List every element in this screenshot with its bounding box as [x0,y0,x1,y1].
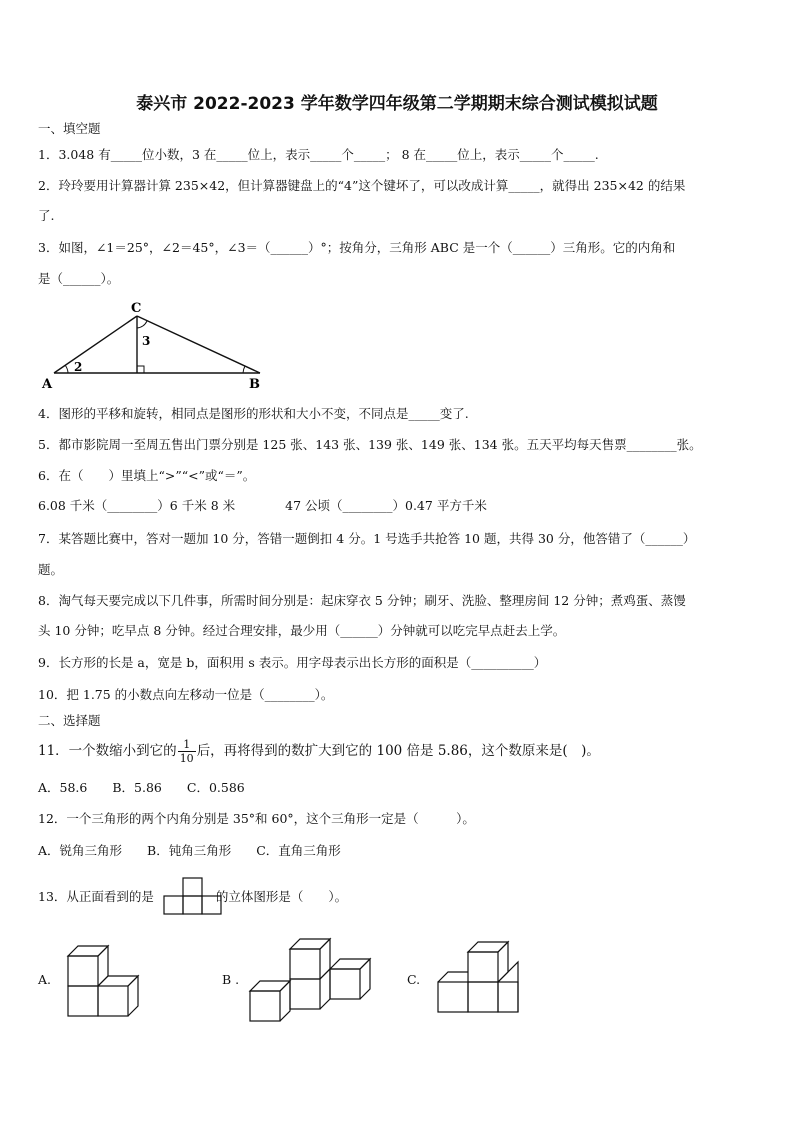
question-10: 10．把 1.75 的小数点向左移动一位是（________）。 [38,687,334,702]
option-a-cube-figure [66,942,156,1022]
page-title: 泰兴市 2022-2023 学年数学四年级第二学期期末综合测试模拟试题 [136,94,658,114]
vertex-c-label: C [131,301,142,316]
angle-3-label: 3 [142,334,151,348]
section-fill-in-blank: 一、填空题 [38,121,101,136]
fraction-one-tenth [178,738,196,765]
question-1: 1．3.048 有_____位小数，3 在_____位上，表示_____个_____； 8 在_____位上，表示_____个_____. [38,147,599,162]
angle-2-label: 2 [74,360,83,374]
question-12-options: A．锐角三角形 B．钝角三角形 C．直角三角形 [38,843,341,858]
question-13-prefix: 13．从正面看到的是 [38,889,154,904]
question-11-suffix: 后，再将得到的数扩大到它的 100 倍是 5.86，这个数原来是( )。 [196,743,600,759]
question-4: 4．图形的平移和旋转，相同点是图形的形状和大小不变，不同点是_____变了. [38,406,469,421]
question-9: 9．长方形的长是 a，宽是 b，面积用 s 表示。用字母表示出长方形的面积是（__________） [38,655,547,670]
question-11-options: A．58.6 B．5.86 C．0.586 [38,780,245,795]
question-8-line-2: 头 10 分钟；吃早点 8 分钟。经过合理安排，最少用（______）分钟就可以吃完早点赶去上学。 [38,623,566,638]
question-2-line-1: 2．玲玲要用计算器计算 235×42，但计算器键盘上的“4”这个键坏了，可以改成计算_____，就得出 235×42 的结果 [38,178,686,193]
question-2-line-2: 了. [38,208,55,223]
fraction-numerator: 1 [178,738,196,752]
question-3-line-2: 是（______）。 [38,271,120,286]
question-8-line-1: 8．淘气每天要完成以下几件事，所需时间分别是：起床穿衣 5 分钟；刷牙、洗脸、整理房间 12 分钟；煮鸡蛋、蒸馒 [38,593,686,608]
question-7-line-2: 题。 [38,562,64,577]
question-12: 12．一个三角形的两个内角分别是 35°和 60°，这个三角形一定是（ ）。 [38,811,475,826]
option-c-label: C. [407,972,421,987]
vertex-a-label: A [42,377,53,392]
option-b-label: B . [222,972,240,987]
fraction-denominator: 10 [179,752,194,765]
triangle-figure [38,300,278,395]
vertex-b-label: B [249,377,260,392]
question-3-line-1: 3．如图，∠1＝25°，∠2＝45°，∠3＝（______）°；按角分，三角形 ABC 是一个（______）三角形。它的内角和 [38,240,676,255]
question-7-line-1: 7．某答题比赛中，答对一题加 10 分，答错一题倒扣 4 分。1 号选手共抢答 10 题，共得 30 分，他答错了（______） [38,531,696,546]
question-11 [38,736,600,766]
question-11-prefix: 11．一个数缩小到它的 [38,743,177,759]
question-6: 6．在（ ）里填上“>”“<”或“＝”。 [38,468,256,483]
option-a-label: A. [38,972,52,987]
question-5: 5．都市影院周一至周五售出门票分别是 125 张、143 张、139 张、149 张、134 张。五天平均每天售票________张。 [38,437,702,452]
front-view-icon [163,877,223,915]
option-c-cube-figure [436,940,536,1020]
option-b-cube-figure [248,937,378,1027]
question-13-suffix: 的立体图形是（ ）。 [215,889,348,904]
question-6-items: 6.08 千米（________）6 千米 8 米 47 公顷（________）0.47 平方千米 [38,498,487,513]
section-multiple-choice: 二、选择题 [38,713,101,728]
